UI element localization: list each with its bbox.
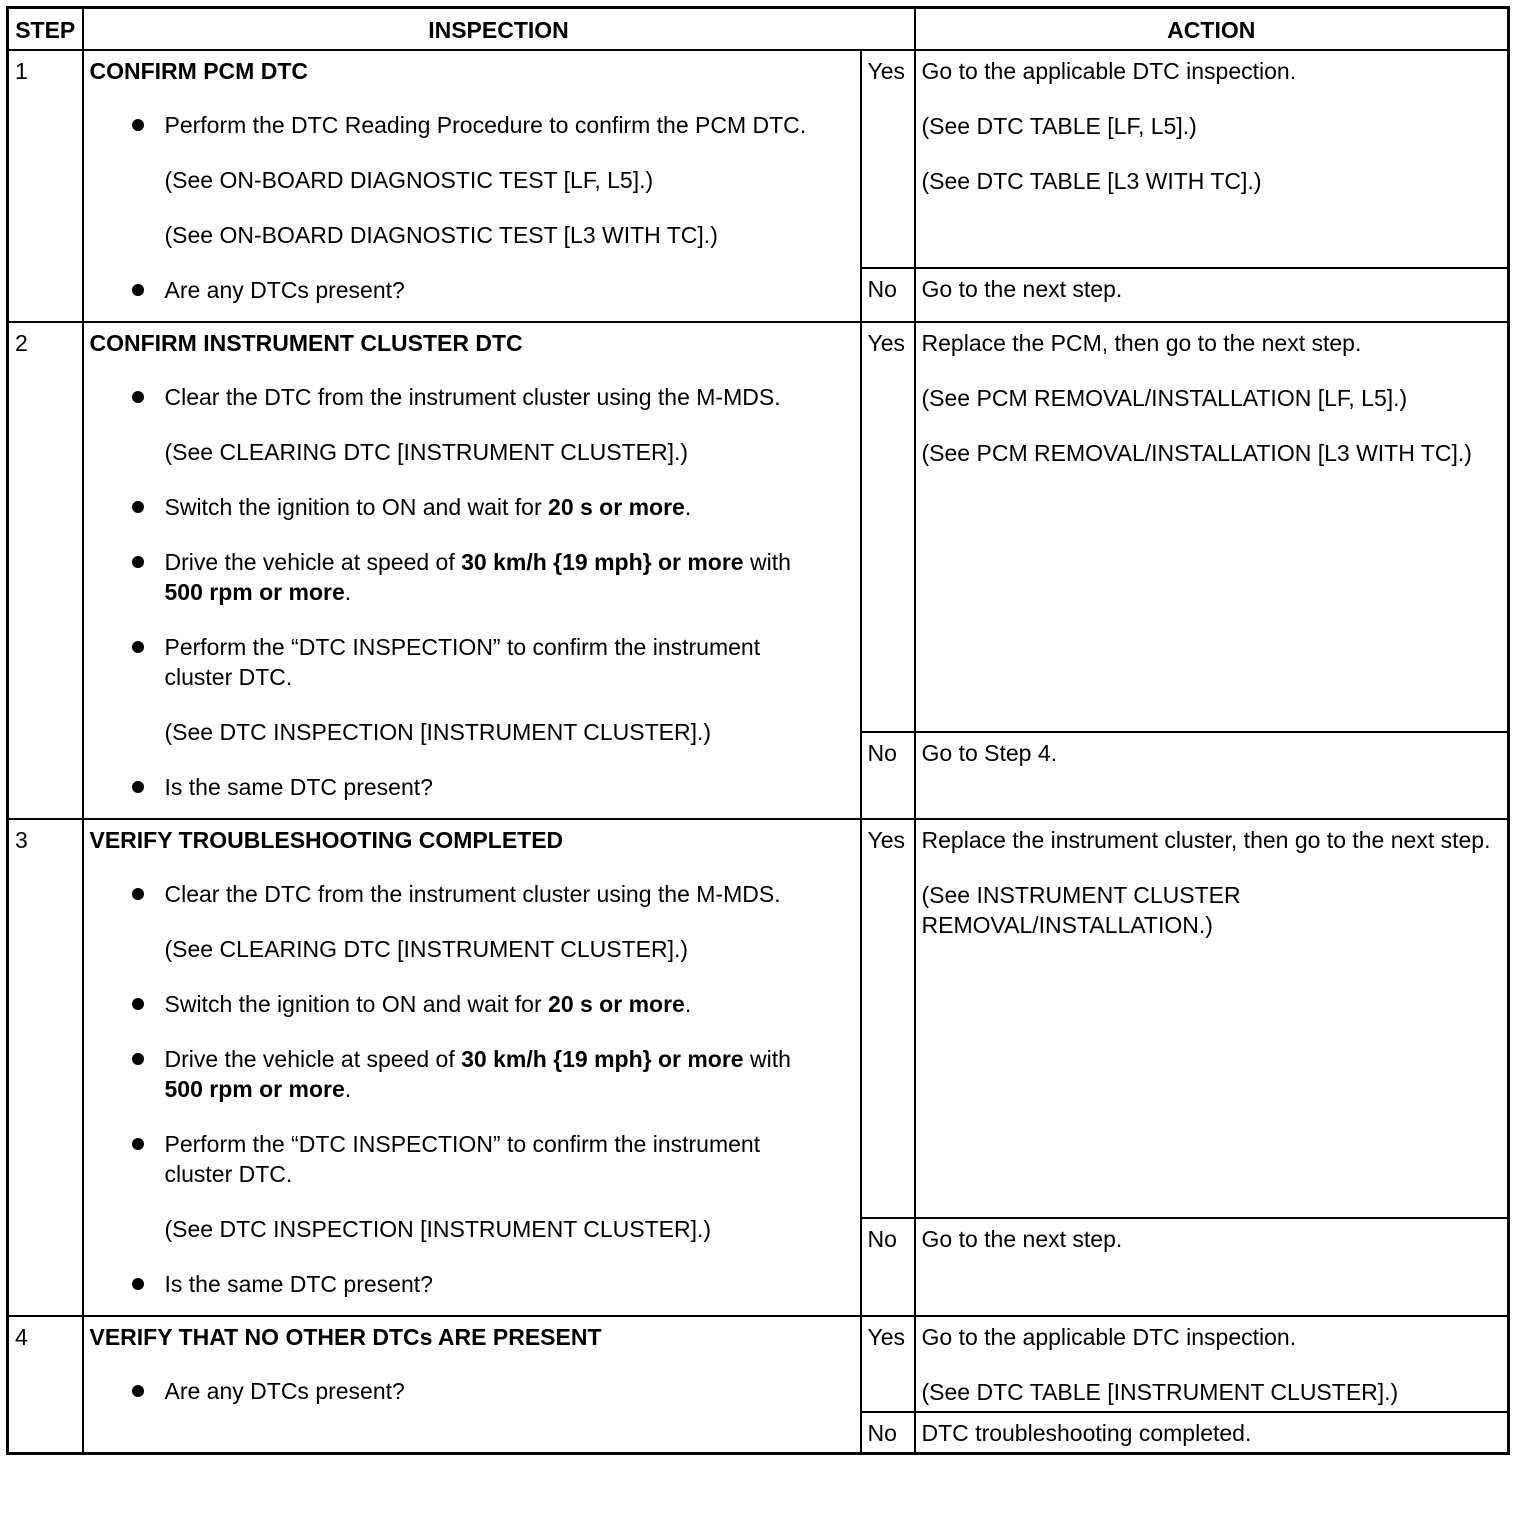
list-item	[165, 1129, 854, 1189]
item-text: (See CLEARING DTC [INSTRUMENT CLUSTER].)	[164, 439, 689, 465]
step-number: 3	[8, 819, 83, 1316]
inspection-cell	[83, 322, 861, 819]
item-text: .	[344, 1076, 352, 1102]
no-label: No	[861, 1218, 915, 1316]
no-action-cell	[915, 732, 1509, 819]
step-title: CONFIRM PCM DTC	[89, 58, 308, 84]
header-inspection: INSPECTION	[83, 8, 915, 51]
yes-label: Yes	[861, 322, 915, 732]
step-number: 2	[8, 322, 83, 819]
no-action-cell	[915, 1412, 1509, 1454]
header-action: ACTION	[915, 8, 1509, 51]
bullet-icon	[132, 888, 144, 900]
inspection-list	[90, 382, 854, 802]
table-body	[8, 50, 1509, 1454]
item-text: .	[344, 579, 352, 605]
bullet-icon	[132, 998, 144, 1010]
step-number: 4	[8, 1316, 83, 1454]
action-text: (See DTC TABLE [LF, L5].)	[921, 113, 1197, 139]
reference-item	[165, 1214, 854, 1244]
list-item	[165, 1376, 854, 1406]
action-text: (See PCM REMOVAL/INSTALLATION [L3 WITH TC].)	[921, 440, 1472, 466]
item-text: Switch the ignition to ON and wait for	[164, 494, 549, 520]
list-item	[165, 275, 854, 305]
table-row	[8, 1316, 1509, 1412]
no-label: No	[861, 732, 915, 819]
item-text: with	[743, 1046, 791, 1072]
bullet-icon	[132, 501, 144, 513]
item-text: Are any DTCs present?	[164, 1378, 405, 1404]
yes-action-cell	[915, 50, 1509, 268]
header-row	[8, 8, 1509, 51]
no-label: No	[861, 268, 915, 322]
inspection-cell	[83, 1316, 861, 1454]
item-value: 30 km/h {19 mph} or more	[461, 549, 744, 575]
bullet-icon	[132, 284, 144, 296]
item-text: (See DTC INSPECTION [INSTRUMENT CLUSTER].)	[164, 719, 712, 745]
action-text: Go to the next step.	[921, 1226, 1123, 1252]
bullet-icon	[132, 391, 144, 403]
action-text: Go to Step 4.	[921, 740, 1058, 766]
action-text: Go to the applicable DTC inspection.	[921, 58, 1297, 84]
item-value: 500 rpm or more	[164, 579, 345, 605]
step-number: 1	[8, 50, 83, 322]
item-text: (See CLEARING DTC [INSTRUMENT CLUSTER].)	[164, 936, 689, 962]
reference-item	[165, 934, 854, 964]
list-item	[165, 989, 854, 1019]
reference-item	[165, 165, 854, 195]
no-action-cell	[915, 1218, 1509, 1316]
item-text: with	[743, 549, 791, 575]
item-text: Perform the “DTC INSPECTION” to confirm the instrument cluster DTC.	[164, 634, 761, 690]
list-item	[165, 1269, 854, 1299]
inspection-list	[90, 1376, 854, 1406]
header-step: STEP	[8, 8, 83, 51]
step-title: VERIFY TROUBLESHOOTING COMPLETED	[89, 827, 564, 853]
item-text: Clear the DTC from the instrument cluster using the M-MDS.	[164, 384, 781, 410]
table-row	[8, 50, 1509, 268]
item-text: .	[684, 494, 692, 520]
no-label: No	[861, 1412, 915, 1454]
list-item	[165, 1044, 854, 1104]
inspection-cell	[83, 819, 861, 1316]
item-text: (See DTC INSPECTION [INSTRUMENT CLUSTER].)	[164, 1216, 712, 1242]
item-value: 30 km/h {19 mph} or more	[461, 1046, 744, 1072]
inspection-list	[90, 879, 854, 1299]
list-item	[165, 382, 854, 412]
inspection-cell	[83, 50, 861, 322]
item-text: Drive the vehicle at speed of	[164, 1046, 462, 1072]
action-text: (See INSTRUMENT CLUSTER REMOVAL/INSTALLATION.)	[921, 882, 1241, 938]
bullet-icon	[132, 1385, 144, 1397]
troubleshooting-table	[6, 6, 1510, 1455]
item-text: Is the same DTC present?	[164, 1271, 433, 1297]
item-text: Perform the “DTC INSPECTION” to confirm the instrument cluster DTC.	[164, 1131, 761, 1187]
item-value: 20 s or more	[548, 494, 685, 520]
item-text: (See ON-BOARD DIAGNOSTIC TEST [LF, L5].)	[164, 167, 654, 193]
item-value: 500 rpm or more	[164, 1076, 345, 1102]
item-text: Drive the vehicle at speed of	[164, 549, 462, 575]
item-text: Are any DTCs present?	[164, 277, 405, 303]
list-item	[165, 772, 854, 802]
reference-item	[165, 717, 854, 747]
item-text: (See ON-BOARD DIAGNOSTIC TEST [L3 WITH TC].)	[164, 222, 718, 248]
step-title: CONFIRM INSTRUMENT CLUSTER DTC	[89, 330, 523, 356]
list-item	[165, 492, 854, 522]
table-row	[8, 819, 1509, 1218]
action-text: Replace the PCM, then go to the next step.	[921, 330, 1362, 356]
item-text: .	[684, 991, 692, 1017]
action-text: (See PCM REMOVAL/INSTALLATION [LF, L5].)	[921, 385, 1408, 411]
item-text: Is the same DTC present?	[164, 774, 433, 800]
list-item	[165, 110, 854, 140]
bullet-icon	[132, 1278, 144, 1290]
yes-label: Yes	[861, 50, 915, 268]
action-text: Go to the applicable DTC inspection.	[921, 1324, 1297, 1350]
no-action-cell	[915, 268, 1509, 322]
action-text: Replace the instrument cluster, then go to the next step.	[921, 827, 1491, 853]
list-item	[165, 632, 854, 692]
yes-label: Yes	[861, 1316, 915, 1412]
list-item	[165, 879, 854, 909]
item-value: 20 s or more	[548, 991, 685, 1017]
yes-action-cell	[915, 1316, 1509, 1412]
action-text: Go to the next step.	[921, 276, 1123, 302]
bullet-icon	[132, 1138, 144, 1150]
action-text: DTC troubleshooting completed.	[921, 1420, 1252, 1446]
bullet-icon	[132, 119, 144, 131]
bullet-icon	[132, 781, 144, 793]
bullet-icon	[132, 556, 144, 568]
bullet-icon	[132, 1053, 144, 1065]
item-text: Clear the DTC from the instrument cluster using the M-MDS.	[164, 881, 781, 907]
action-text: (See DTC TABLE [L3 WITH TC].)	[921, 168, 1262, 194]
reference-item	[165, 220, 854, 250]
action-text: (See DTC TABLE [INSTRUMENT CLUSTER].)	[921, 1379, 1399, 1405]
list-item	[165, 547, 854, 607]
step-title: VERIFY THAT NO OTHER DTCs ARE PRESENT	[89, 1324, 602, 1350]
inspection-list	[90, 110, 854, 305]
yes-action-cell	[915, 819, 1509, 1218]
item-text: Perform the DTC Reading Procedure to confirm the PCM DTC.	[164, 112, 807, 138]
yes-label: Yes	[861, 819, 915, 1218]
reference-item	[165, 437, 854, 467]
bullet-icon	[132, 641, 144, 653]
item-text: Switch the ignition to ON and wait for	[164, 991, 549, 1017]
table-row	[8, 322, 1509, 732]
yes-action-cell	[915, 322, 1509, 732]
